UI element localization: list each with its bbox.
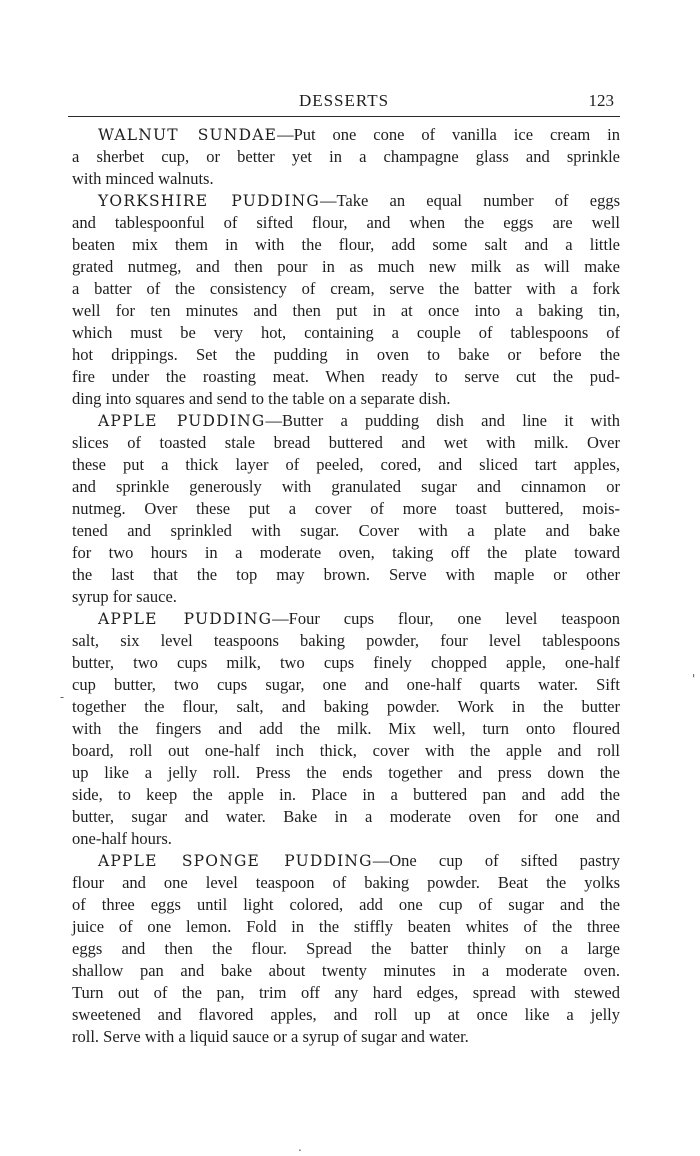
recipe-line: sweetened and flavored apples, and roll up at once like a jelly	[72, 1005, 620, 1024]
recipe-line: and tablespoonful of sifted flour, and when the eggs are well	[72, 213, 620, 232]
running-title: DESSERTS	[298, 91, 390, 110]
recipe-line: one-half hours.	[72, 829, 172, 848]
recipe-line: slices of toasted stale bread buttered and wet with milk. Over	[72, 433, 620, 452]
recipe-line: salt, six level teaspoons baking powder, four level tablespoons	[72, 631, 620, 650]
recipe-first-line: WALNUT SUNDAE—Put one cone of vanilla ice cream in	[98, 125, 620, 144]
recipe-line: hot drippings. Set the pudding in oven to bake or before the	[72, 345, 620, 364]
recipe-title: APPLE SPONGE PUDDING	[98, 852, 373, 870]
recipe-line: side, to keep the apple in. Place in a buttered pan and add the	[72, 785, 620, 804]
recipe-apple-pudding-2	[72, 608, 620, 850]
recipe-line: the last that the top may brown. Serve with maple or other	[72, 565, 620, 584]
recipe-line: juice of one lemon. Fold in the stiffly beaten whites of the three	[72, 917, 620, 936]
recipe-line: up like a jelly roll. Press the ends together and press down the	[72, 763, 620, 782]
recipe-line: with minced walnuts.	[72, 169, 214, 188]
recipe-line: grated nutmeg, and then pour in as much new milk as will make	[72, 257, 620, 276]
recipe-line: for two hours in a moderate oven, taking off the plate toward	[72, 543, 620, 562]
recipe-line: cup butter, two cups sugar, one and one-half quarts water. Sift	[72, 675, 620, 694]
recipe-line: beaten mix them in with the flour, add some salt and a little	[72, 235, 620, 254]
recipe-line: well for ten minutes and then put in at once into a baking tin,	[72, 301, 620, 320]
recipe-line: butter, two cups milk, two cups finely chopped apple, one-half	[72, 653, 620, 672]
recipe-line: and sprinkle generously with granulated sugar and cinnamon or	[72, 477, 620, 496]
recipe-line: roll. Serve with a liquid sauce or a syrup of sugar and water.	[72, 1027, 469, 1046]
recipe-first-line: APPLE PUDDING—Butter a pudding dish and line it with	[98, 411, 620, 430]
recipe-line: syrup for sauce.	[72, 587, 177, 606]
recipe-line: fire under the roasting meat. When ready to serve cut the pud-	[72, 367, 620, 386]
recipe-line: Turn out of the pan, trim off any hard edges, spread with stewed	[72, 983, 620, 1002]
recipe-line: butter, sugar and water. Bake in a moderate oven for one and	[72, 807, 620, 826]
recipe-line: shallow pan and bake about twenty minutes in a moderate oven.	[72, 961, 620, 980]
recipe-line: these put a thick layer of peeled, cored, and sliced tart apples,	[72, 455, 620, 474]
recipe-title: YORKSHIRE PUDDING	[98, 192, 320, 210]
scan-speck: -	[60, 690, 65, 704]
recipe-line: a sherbet cup, or better yet in a champagne glass and sprinkle	[72, 147, 620, 166]
recipe-apple-sponge-pudding	[72, 850, 620, 1048]
recipe-line: together the flour, salt, and baking powder. Work in the butter	[72, 697, 620, 716]
recipe-line: with the fingers and add the milk. Mix well, turn onto floured	[72, 719, 620, 738]
recipe-line: eggs and then the flour. Spread the batter thinly on a large	[72, 939, 620, 958]
recipe-line: nutmeg. Over these put a cover of more toast buttered, mois-	[72, 499, 620, 518]
recipe-yorkshire-pudding	[72, 190, 620, 410]
recipe-title: APPLE PUDDING	[98, 610, 273, 628]
recipe-apple-pudding-1	[72, 410, 620, 608]
scan-speck: '	[692, 672, 696, 686]
recipe-line: of three eggs until light colored, add one cup of sugar and the	[72, 895, 620, 914]
recipe-line: a batter of the consistency of cream, serve the batter with a fork	[72, 279, 620, 298]
recipe-first-line: APPLE SPONGE PUDDING—One cup of sifted pastry	[98, 851, 620, 870]
recipe-line: ding into squares and send to the table on a separate dish.	[72, 389, 451, 408]
scan-speck: .	[298, 1140, 302, 1154]
recipe-first-line: APPLE PUDDING—Four cups flour, one level teaspoon	[98, 609, 620, 628]
recipe-line: tened and sprinkled with sugar. Cover with a plate and bake	[72, 521, 620, 540]
recipe-line: which must be very hot, containing a couple of tablespoons of	[72, 323, 620, 342]
recipe-line: board, roll out one-half inch thick, cover with the apple and roll	[72, 741, 620, 760]
page-number: 123	[588, 91, 614, 110]
recipe-title: WALNUT SUNDAE	[98, 126, 278, 144]
recipe-walnut-sundae	[72, 124, 620, 190]
recipe-title: APPLE PUDDING	[98, 412, 266, 430]
recipe-text	[72, 124, 620, 1048]
recipe-first-line: YORKSHIRE PUDDING—Take an equal number of eggs	[98, 191, 620, 210]
recipe-line: flour and one level teaspoon of baking powder. Beat the yolks	[72, 873, 620, 892]
running-head	[68, 90, 620, 117]
